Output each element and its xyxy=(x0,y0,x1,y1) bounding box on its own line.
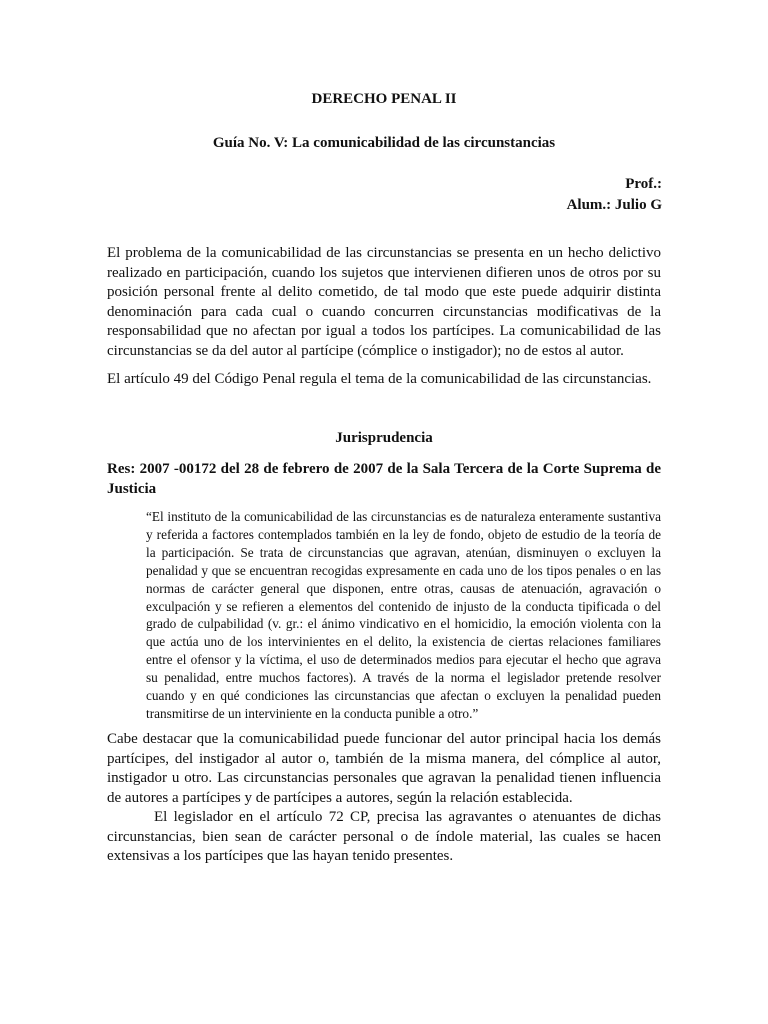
section-heading: Jurisprudencia xyxy=(335,430,433,446)
document-title: DERECHO PENAL II xyxy=(311,91,457,107)
analysis-paragraph: Cabe destacar que la comunicabilidad puede funcionar del autor principal hacia los demás partícipes, del instigador al autor o, también de la misma manera, del cómplice al autor, instigador u otro. Las circunstancias personales que agravan la penalidad tienen influencia de autores a partícipes y de partícipes a autores, según la relación establecida. xyxy=(107,731,661,806)
professor-label: Prof.: xyxy=(625,176,662,192)
jurisprudence-quote: “El instituto de la comunicabilidad de las circunstancias es de naturaleza enteramente sustantiva y referida a factores contemplados también en la ley de fondo, objeto de estudio de la teoría de la participación. Se trata de circunstancias que agravan, atenúan, disminuyen o excluyen la penalidad y que se encuentran recogidas expresamente en cada uno de los tipos penales o en las normas de carácter general que disponen, entre otras, causas de atenuación, agravación o exculpación y se refieren a elementos del contenido de injusto de la conducta tipificada o del grado de culpabilidad (v. gr.: el ánimo vindicativo en el homicidio, la emoción violenta con la que actúa uno de los intervinientes en el delito, la existencia de ciertas relaciones familiares entre el ofensor y la víctima, el uso de determinados medios para ejecutar el hecho que agrava su penalidad, entre muchos factores). A través de la norma el legislador pretende resolver cuando y en qué condiciones las circunstancias que afectan o excluyen la penalidad pueden transmitirse de un interviniente en la conducta punible a otro.” xyxy=(146,509,661,721)
legislator-paragraph: El legislador en el artículo 72 CP, precisa las agravantes o atenuantes de dichas circunstancias, bien sean de carácter personal o de índole material, las cuales se hacen extensivas a los partícipes que las hayan tenido presentes. xyxy=(107,809,661,865)
article-paragraph: El artículo 49 del Código Penal regula el tema de la comunicabilidad de las circunstancias. xyxy=(107,371,652,387)
jurisprudence-citation: Res: 2007 -00172 del 28 de febrero de 2007 de la Sala Tercera de la Corte Suprema de Justicia xyxy=(107,461,661,497)
intro-paragraph: El problema de la comunicabilidad de las circunstancias se presenta en un hecho delictivo realizado en participación, cuando los sujetos que intervienen difieren unos de otros por su posición personal frente al delito cometido, de tal modo que este puede adquirir distinta denominación para cada cual o cuando concurren circunstancias modificativas de la responsabilidad que no afectan por igual a todos los partícipes. La comunicabilidad de las circunstancias se da del autor al partícipe (cómplice o instigador); no de estos al autor. xyxy=(107,245,661,359)
author-block xyxy=(567,174,662,216)
document-subtitle: Guía No. V: La comunicabilidad de las circunstancias xyxy=(212,135,556,151)
student-label: Alum.: Julio G xyxy=(566,197,662,213)
